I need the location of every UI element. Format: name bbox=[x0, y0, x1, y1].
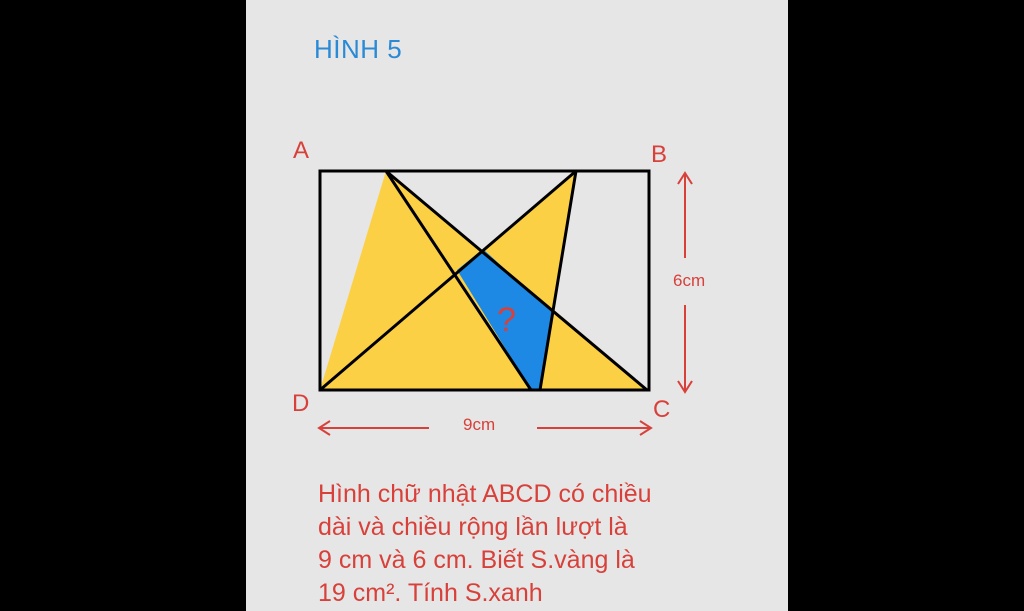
figure-title: HÌNH 5 bbox=[314, 34, 403, 64]
vertex-label-a: A bbox=[293, 137, 310, 164]
problem-line: 19 cm². Tính S.xanh bbox=[318, 579, 543, 607]
problem-line: Hình chữ nhật ABCD có chiều bbox=[318, 480, 652, 508]
problem-line: dài và chiều rộng lần lượt là bbox=[318, 513, 628, 541]
problem-statement bbox=[318, 478, 738, 610]
vertex-label-c: C bbox=[653, 396, 671, 423]
problem-line: 9 cm và 6 cm. Biết S.vàng là bbox=[318, 546, 635, 574]
height-label: 6cm bbox=[673, 271, 706, 290]
unknown-area-label: ? bbox=[497, 301, 516, 339]
width-label: 9cm bbox=[463, 415, 496, 434]
vertex-label-b: B bbox=[651, 141, 668, 168]
vertex-label-d: D bbox=[292, 390, 310, 417]
